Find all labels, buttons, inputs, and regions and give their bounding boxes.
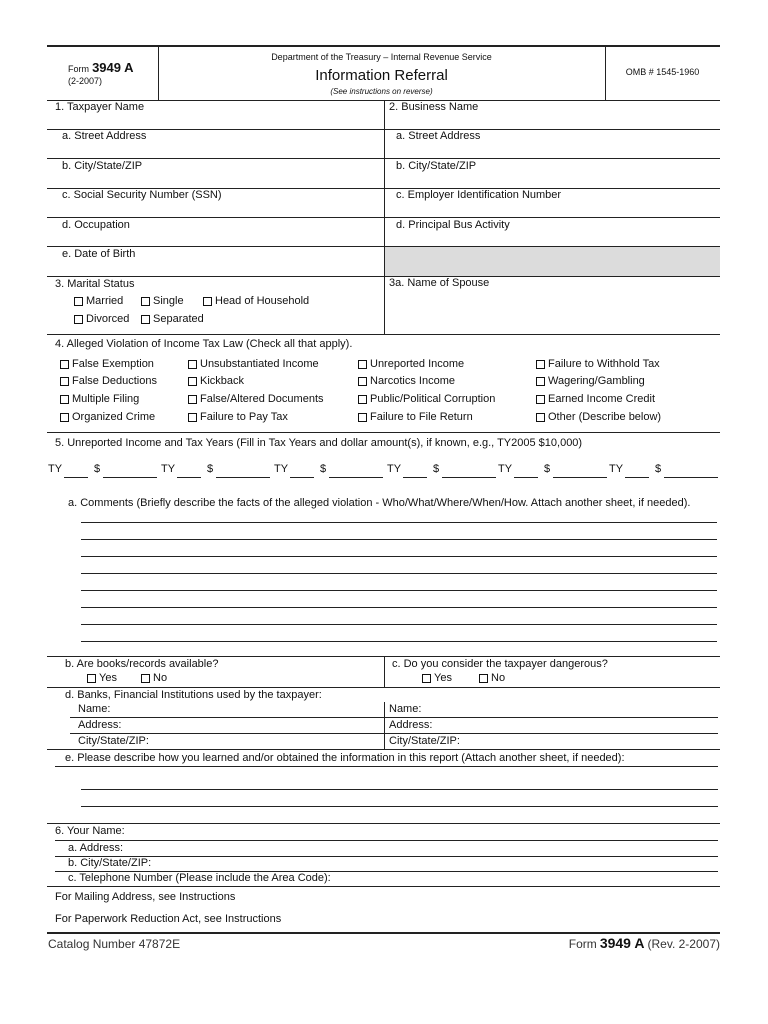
bank-name-label-left: Name:: [78, 703, 111, 715]
form-id: [68, 60, 134, 75]
separated-label: Separated: [153, 313, 204, 325]
ty-input[interactable]: [514, 477, 538, 478]
dollar-label: $: [320, 463, 327, 475]
comment-line[interactable]: [81, 539, 717, 540]
checkbox-box[interactable]: [60, 413, 69, 422]
top-border: [47, 45, 720, 47]
violation-option: Public/Political Corruption: [370, 393, 496, 405]
bank-address-line[interactable]: [70, 733, 718, 734]
checkbox-box[interactable]: [188, 360, 197, 369]
ty-label: TY: [609, 463, 624, 475]
violation-option: Wagering/Gambling: [548, 375, 645, 387]
single-label: Single: [153, 295, 184, 307]
books-yes-checkbox[interactable]: [87, 672, 117, 684]
form-word: Form: [68, 64, 89, 74]
checkbox-box[interactable]: [358, 413, 367, 422]
activity-label: d. Principal Bus Activity: [396, 219, 510, 231]
checkbox-box[interactable]: [536, 360, 545, 369]
checkbox-box[interactable]: [422, 674, 431, 683]
books-no-label: No: [153, 672, 168, 684]
checkbox-box[interactable]: [141, 674, 150, 683]
row-line-12: [47, 823, 720, 824]
ein-label: c. Employer Identification Number: [396, 189, 562, 201]
divorced-label: Divorced: [86, 313, 130, 325]
your-name-label: 6. Your Name:: [55, 825, 125, 837]
violation-checkbox[interactable]: [536, 358, 660, 370]
amount-input[interactable]: [442, 477, 496, 478]
taxpayer-city-label: b. City/State/ZIP: [62, 160, 143, 172]
ty-label: TY: [161, 463, 176, 475]
violation-option: False Exemption: [72, 358, 154, 370]
comment-line[interactable]: [81, 641, 717, 642]
amount-input[interactable]: [664, 477, 718, 478]
checkbox-box[interactable]: [74, 297, 83, 306]
violation-option: Unsubstantiated Income: [200, 358, 319, 370]
dangerous-label: c. Do you consider the taxpayer dangerous?: [392, 658, 608, 670]
separated-checkbox[interactable]: [141, 313, 204, 325]
dob-label: e. Date of Birth: [62, 248, 136, 260]
checkbox-box[interactable]: [87, 674, 96, 683]
violation-checkbox[interactable]: [358, 393, 495, 405]
checkbox-box[interactable]: [203, 297, 212, 306]
violation-checkbox[interactable]: [536, 393, 655, 405]
comment-line[interactable]: [81, 590, 717, 591]
checkbox-box[interactable]: [188, 377, 197, 386]
comment-line[interactable]: [81, 573, 717, 574]
form-number: 3949 A: [92, 60, 134, 75]
checkbox-box[interactable]: [536, 377, 545, 386]
your-city-label: b. City/State/ZIP:: [68, 857, 152, 869]
learned-line-2[interactable]: [81, 789, 718, 790]
bank-address-label-right: Address:: [389, 719, 433, 731]
business-city-label: b. City/State/ZIP: [396, 160, 477, 172]
checkbox-box[interactable]: [536, 395, 545, 404]
married-checkbox[interactable]: [74, 295, 123, 307]
checkbox-box[interactable]: [60, 377, 69, 386]
footer-form-id: [569, 935, 720, 951]
banks-divider: [384, 702, 385, 749]
dangerous-no-checkbox[interactable]: [479, 672, 505, 684]
business-street-label: a. Street Address: [396, 130, 481, 142]
checkbox-box[interactable]: [60, 395, 69, 404]
spouse-label: 3a. Name of Spouse: [389, 277, 490, 289]
dollar-label: $: [655, 463, 662, 475]
bank-name-line[interactable]: [70, 717, 718, 718]
violation-option: Narcotics Income: [370, 375, 455, 387]
learned-line-3[interactable]: [81, 806, 718, 807]
bank-address-label-left: Address:: [78, 719, 122, 731]
taxpayer-street-label: a. Street Address: [62, 130, 147, 142]
hoh-checkbox[interactable]: [203, 295, 309, 307]
your-phone-line[interactable]: [47, 886, 720, 887]
checkbox-box[interactable]: [358, 360, 367, 369]
violation-checkbox[interactable]: [188, 393, 324, 405]
checkbox-box[interactable]: [60, 360, 69, 369]
violation-option: False/Altered Documents: [200, 393, 324, 405]
business-name-label: 2. Business Name: [389, 101, 479, 113]
row-line-11: [47, 749, 720, 750]
violation-option: Multiple Filing: [72, 393, 140, 405]
amount-input[interactable]: [103, 477, 157, 478]
row-line-1: [47, 129, 720, 130]
checkbox-box[interactable]: [536, 413, 545, 422]
footer-rule: [47, 932, 720, 934]
violation-option: Organized Crime: [72, 411, 156, 423]
amount-input[interactable]: [553, 477, 607, 478]
your-name-line[interactable]: [55, 840, 718, 841]
ty-input[interactable]: [403, 477, 427, 478]
page-title: Information Referral: [315, 67, 448, 84]
row-line-6: [47, 276, 720, 277]
violation-checkbox[interactable]: [358, 375, 455, 387]
checkbox-box[interactable]: [358, 395, 367, 404]
checkbox-box[interactable]: [358, 377, 367, 386]
banks-label: d. Banks, Financial Institutions used by the taxpayer:: [65, 689, 322, 701]
violation-option: Earned Income Credit: [548, 393, 655, 405]
checkbox-box[interactable]: [188, 413, 197, 422]
bank-city-label-right: City/State/ZIP:: [389, 735, 460, 747]
bank-name-label-right: Name:: [389, 703, 422, 715]
your-address-label: a. Address:: [68, 842, 124, 854]
violation-checkbox[interactable]: [60, 375, 157, 387]
unreported-label: 5. Unreported Income and Tax Years (Fill in Tax Years and dollar amount(s), if known, e.g., TY2005 $10,000): [55, 437, 583, 449]
ssn-label: c. Social Security Number (SSN): [62, 189, 222, 201]
bank-city-label-left: City/State/ZIP:: [78, 735, 149, 747]
ty-label: TY: [274, 463, 289, 475]
violation-checkbox[interactable]: [536, 411, 661, 423]
violation-checkbox[interactable]: [60, 411, 155, 423]
violation-option: Failure to File Return: [370, 411, 473, 423]
occupation-label: d. Occupation: [62, 219, 130, 231]
checkbox-box[interactable]: [188, 395, 197, 404]
mailing-note: For Mailing Address, see Instructions: [55, 891, 236, 903]
shaded-cell: [385, 247, 720, 276]
learned-line-1[interactable]: [55, 766, 718, 767]
dollar-label: $: [433, 463, 440, 475]
see-instructions: (See instructions on reverse): [330, 87, 433, 96]
omb-number: OMB # 1545-1960: [625, 67, 700, 77]
department: Department of the Treasury – Internal Revenue Service: [271, 52, 492, 62]
footer-form-rev: (Rev. 2-2007): [647, 937, 720, 951]
taxpayer-name-label: 1. Taxpayer Name: [55, 101, 145, 113]
comment-line[interactable]: [81, 556, 717, 557]
violation-checkbox[interactable]: [60, 358, 154, 370]
ty-label: TY: [498, 463, 513, 475]
amount-input[interactable]: [216, 477, 270, 478]
violation-label: 4. Alleged Violation of Income Tax Law (Check all that apply).: [55, 338, 353, 350]
form-revision: (2-2007): [68, 76, 103, 86]
violation-checkbox[interactable]: [188, 358, 319, 370]
violation-checkbox[interactable]: [358, 358, 464, 370]
paperwork-note: For Paperwork Reduction Act, see Instructions: [55, 913, 282, 925]
ty-label: TY: [48, 463, 63, 475]
married-label: Married: [86, 295, 124, 307]
books-label: b. Are books/records available?: [65, 658, 219, 670]
learned-label: e. Please describe how you learned and/or obtained the information in this report (Attach another sheet, if needed):: [65, 752, 625, 764]
checkbox-box[interactable]: [479, 674, 488, 683]
violation-option: Failure to Pay Tax: [200, 411, 288, 423]
marital-status-label: 3. Marital Status: [55, 278, 135, 290]
center-divider-2: [384, 656, 385, 687]
dangerous-yes-label: Yes: [434, 672, 452, 684]
violation-checkbox[interactable]: [536, 375, 645, 387]
comment-line[interactable]: [81, 607, 717, 608]
ty-input[interactable]: [290, 477, 314, 478]
violation-option: False Deductions: [72, 375, 157, 387]
violation-checkbox[interactable]: [188, 375, 244, 387]
ty-input[interactable]: [64, 477, 88, 478]
dollar-label: $: [544, 463, 551, 475]
hoh-label: Head of Household: [215, 295, 310, 307]
violation-checkbox[interactable]: [358, 411, 473, 423]
ty-input[interactable]: [177, 477, 201, 478]
footer-form-number: 3949 A: [599, 935, 645, 951]
dollar-label: $: [94, 463, 101, 475]
row-line-8: [47, 432, 720, 433]
comment-line[interactable]: [81, 522, 717, 523]
violation-option: Unreported Income: [370, 358, 465, 370]
your-phone-label: c. Telephone Number (Please include the Area Code):: [68, 872, 331, 884]
catalog-number: Catalog Number 47872E: [48, 937, 181, 951]
violation-checkbox[interactable]: [60, 393, 139, 405]
ty-input[interactable]: [625, 477, 649, 478]
row-line-2: [47, 158, 720, 159]
footer-form-word: Form: [568, 937, 597, 951]
books-yes-label: Yes: [99, 672, 117, 684]
single-checkbox[interactable]: [141, 295, 184, 307]
violation-option: Kickback: [200, 375, 245, 387]
violation-option: Failure to Withhold Tax: [548, 358, 660, 370]
dangerous-no-label: No: [491, 672, 506, 684]
checkbox-box[interactable]: [74, 315, 83, 324]
books-no-checkbox[interactable]: [141, 672, 167, 684]
checkbox-box[interactable]: [141, 297, 150, 306]
your-address-line[interactable]: [55, 856, 718, 857]
violation-option: Other (Describe below): [548, 411, 662, 423]
ty-label: TY: [387, 463, 402, 475]
divorced-checkbox[interactable]: [74, 313, 129, 325]
checkbox-box[interactable]: [141, 315, 150, 324]
violation-checkbox[interactable]: [188, 411, 288, 423]
comments-label: a. Comments (Briefly describe the facts of the alleged violation - Who/What/Where/When/How. Attach another sheet, if needed).: [68, 497, 691, 509]
amount-input[interactable]: [329, 477, 383, 478]
comment-line[interactable]: [81, 624, 717, 625]
row-line-10: [47, 687, 720, 688]
dollar-label: $: [207, 463, 214, 475]
row-line-4: [47, 217, 720, 218]
row-line-7: [47, 334, 720, 335]
dangerous-yes-checkbox[interactable]: [422, 672, 452, 684]
